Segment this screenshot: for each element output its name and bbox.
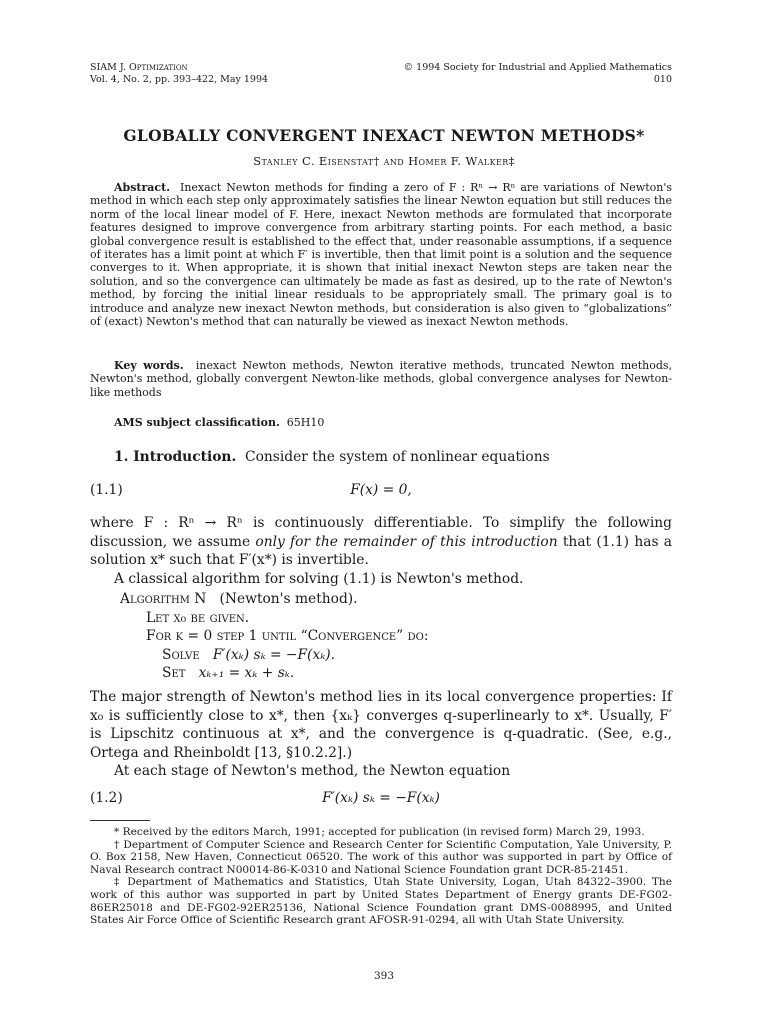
footnotes bbox=[90, 826, 672, 927]
algorithm-n bbox=[120, 590, 428, 683]
para1-italic: only for the remainder of this introduction bbox=[255, 533, 558, 550]
equation-1-2 bbox=[90, 790, 672, 810]
abstract-text: Inexact Newton methods for finding a zero of F : Rⁿ → Rⁿ are variations of Newton's method in which each step only approximately satisfies the linear Newton equation but still reduces the norm of the local linear model of F. Here, inexact Newton methods are formulated that incorporate features designed to improve convergence from arbitrary starting points. For each method, a basic global convergence result is established to the effect that, under reasonable assumptions, if a sequence of iterates has a limit point at which F′ is invertible, then that limit point is a solution and the sequence converges to it. When appropriate, it is shown that initial inexact Newton steps are taken near the solution, and so the convergence can ultimately be made as fast as desired, up to the rate of Newton's method, by forcing the initial linear residuals to be appropriately small. The primary goal is to introduce and analyze new inexact Newton methods, but consideration is also given to “globalizations” of (exact) Newton's method that can naturally be viewed as inexact Newton methods. bbox=[90, 181, 672, 329]
section-intro-heading bbox=[90, 448, 672, 467]
algorithm-set-equation: xₖ₊₁ = xₖ + sₖ. bbox=[198, 665, 295, 682]
footnote-divider bbox=[90, 820, 150, 821]
para3-text: The major strength of Newton's method lies in its local convergence properties: If x₀ is sufficiently close to x*, then {xₖ} converges q-superlinearly to x*. Usually, F′ is Lipschitz continuous at x*, and the convergence is q-quadratic. (See, e.g., Ortega and Rheinboldt [13, §10.2.2].) bbox=[90, 689, 672, 761]
footnote-received: * Received by the editors March, 1991; accepted for publication (in revised form) March 29, 1993. bbox=[114, 826, 645, 838]
copyright-text: © 1994 Society for Industrial and Applied Mathematics bbox=[403, 62, 672, 73]
journal-name: SIAM J. Optimization bbox=[90, 62, 188, 73]
para1-b: that (1.1) has a solution x* such that F′(x*) is invertible. bbox=[90, 533, 673, 569]
intro-paragraph-4: At each stage of Newton's method, the Newton equation bbox=[114, 763, 511, 780]
equation-expression: F′(xₖ) sₖ = −F(xₖ) bbox=[322, 790, 440, 806]
footnote-author-2: ‡ Department of Mathematics and Statistics, Utah State University, Logan, Utah 84322–3900. The work of this author was supported in part by United States Department of Energy grants DE-FG02-86ER25018 and DE-FG02-92ER25136, National Science Foundation grant DMS-0088995, and United States Air Force Office of Scientific Research grant AFOSR-91-0294, all with Utah State University. bbox=[90, 876, 672, 927]
equation-number: (1.1) bbox=[90, 482, 123, 498]
algorithm-solve-keyword: Solve bbox=[162, 646, 200, 663]
ams-classification bbox=[90, 416, 672, 429]
equation-expression: F(x) = 0, bbox=[350, 482, 412, 498]
algorithm-set-keyword: Set bbox=[162, 665, 186, 682]
algorithm-line-2: For k = 0 step 1 until “Convergence” do: bbox=[146, 628, 429, 645]
section-lead: Consider the system of nonlinear equations bbox=[245, 449, 550, 465]
page-number: 393 bbox=[373, 970, 395, 982]
algorithm-solve-equation: F′(xₖ) sₖ = −F(xₖ). bbox=[212, 646, 336, 663]
para1-a: where F : Rⁿ → Rⁿ is continuously differentiable. To simplify the following discussion, we assume bbox=[90, 515, 672, 550]
footnote-author-1: † Department of Computer Science and Research Center for Scientific Computation, Yale University, P. O. Box 2158, New Haven, Connecticut 06520. The work of this author was supported in part by Office of Naval Research contract N00014-86-K-0310 and National Science Foundation grant DCR-85-21451. bbox=[90, 838, 672, 876]
keywords-text: inexact Newton methods, Newton iterative methods, truncated Newton methods, Newton's method, globally convergent Newton-like methods, global convergence analyses for Newton-like methods bbox=[90, 359, 673, 399]
algorithm-line-1: Let x₀ be given. bbox=[146, 609, 250, 626]
journal-volume: Vol. 4, No. 2, pp. 393–422, May 1994 bbox=[90, 74, 269, 85]
equation-1-1 bbox=[90, 482, 672, 502]
ams-code: 65H10 bbox=[286, 416, 325, 429]
intro-paragraph-1 bbox=[90, 514, 672, 588]
paper-authors: Stanley C. Eisenstat† and Homer F. Walker‡ bbox=[253, 154, 515, 168]
abstract bbox=[90, 181, 672, 328]
ams-label: AMS subject classification. bbox=[114, 416, 280, 429]
keywords-label: Key words. bbox=[114, 359, 184, 372]
copyright-info bbox=[404, 62, 672, 86]
algorithm-title: Algorithm N bbox=[120, 591, 207, 607]
section-heading: 1. Introduction. bbox=[114, 449, 237, 465]
article-code: 010 bbox=[653, 74, 672, 85]
algorithm-subtitle: (Newton's method). bbox=[219, 591, 358, 607]
journal-info bbox=[90, 62, 268, 86]
keywords bbox=[90, 359, 672, 399]
abstract-label: Abstract. bbox=[114, 181, 171, 194]
intro-paragraph-3 bbox=[90, 688, 672, 781]
paper-title: GLOBALLY CONVERGENT INEXACT NEWTON METHODS* bbox=[123, 126, 645, 145]
equation-number: (1.2) bbox=[90, 790, 123, 806]
intro-paragraph-2: A classical algorithm for solving (1.1) is Newton's method. bbox=[114, 570, 524, 587]
